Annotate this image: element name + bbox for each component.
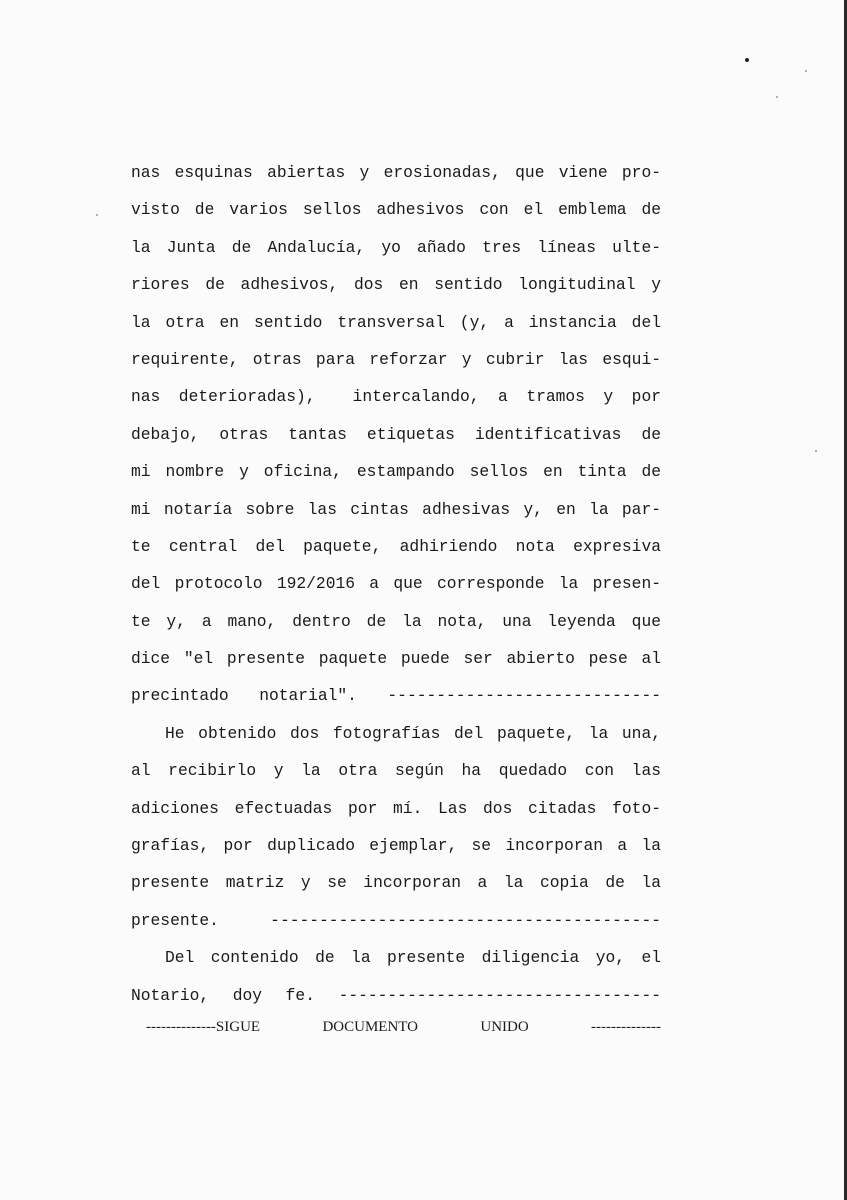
continuation-footer: --------------SIGUE DOCUMENTO UNIDO -------------- bbox=[146, 1019, 661, 1035]
text-line: nas esquinas abiertas y erosionadas, que viene pro- bbox=[131, 163, 661, 182]
text-line: te central del paquete, adhiriendo nota expresiva bbox=[131, 536, 661, 556]
text-line: nas deterioradas), intercalando, a tramos y por bbox=[131, 387, 661, 407]
paragraph-start-line: Del contenido de la presente diligencia yo, el bbox=[165, 948, 661, 968]
scan-speck bbox=[745, 58, 749, 62]
paragraph-start-line: He obtenido dos fotografías del paquete, la una, bbox=[165, 723, 661, 743]
text-line: te y, a mano, dentro de la nota, una leyenda que bbox=[131, 611, 661, 631]
text-line: al recibirlo y la otra según ha quedado con las bbox=[131, 761, 661, 781]
text-line: del protocolo 192/2016 a que corresponde la presen- bbox=[131, 574, 661, 594]
text-line: grafías, por duplicado ejemplar, se incorporan a la bbox=[131, 836, 661, 856]
text-line: la Junta de Andalucía, yo añado tres líneas ulte- bbox=[131, 237, 661, 257]
text-line: precintado notarial". ---------------------------- bbox=[131, 686, 661, 706]
text-line: presente matriz y se incorporan a la copia de la bbox=[131, 873, 661, 893]
scan-speck bbox=[776, 96, 778, 98]
scan-speck bbox=[96, 214, 98, 216]
scan-speck bbox=[815, 450, 817, 452]
document-body bbox=[131, 154, 661, 1014]
scan-speck bbox=[805, 70, 807, 72]
text-line: la otra en sentido transversal (y, a instancia del bbox=[131, 312, 661, 332]
text-line: mi notaría sobre las cintas adhesivas y, en la par- bbox=[131, 499, 661, 519]
text-line: mi nombre y oficina, estampando sellos en tinta de bbox=[131, 462, 661, 482]
text-line: presente. ---------------------------------------- bbox=[131, 910, 661, 930]
text-line: visto de varios sellos adhesivos con el emblema de bbox=[131, 200, 661, 220]
text-line: debajo, otras tantas etiquetas identificativas de bbox=[131, 424, 661, 444]
text-line: riores de adhesivos, dos en sentido longitudinal y bbox=[131, 275, 661, 295]
text-line: Notario, doy fe. --------------------------------- bbox=[131, 985, 661, 1005]
text-line: requirente, otras para reforzar y cubrir las esqui- bbox=[131, 349, 661, 369]
text-line: adiciones efectuadas por mí. Las dos citadas foto- bbox=[131, 798, 661, 818]
text-line: dice "el presente paquete puede ser abierto pese al bbox=[131, 649, 661, 669]
